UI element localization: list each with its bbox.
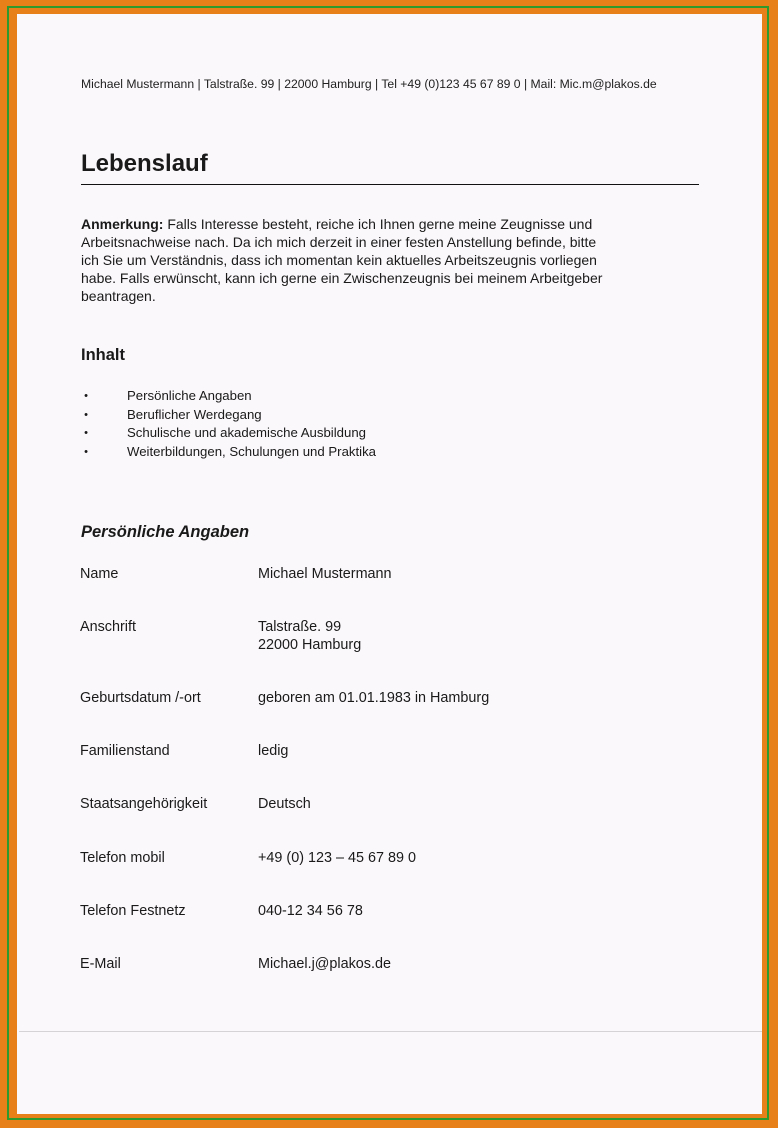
note-paragraph <box>81 215 681 305</box>
detail-label: Telefon mobil <box>80 850 165 866</box>
detail-label: Staatsangehörigkeit <box>80 796 208 812</box>
detail-label: Telefon Festnetz <box>80 903 186 919</box>
contents-item-label: Weiterbildungen, Schulungen und Praktika <box>127 443 377 459</box>
detail-value: Talstraße. 99 <box>258 619 342 635</box>
contents-item <box>81 387 376 406</box>
detail-value: Michael.j@plakos.de <box>258 956 391 972</box>
detail-label: Geburtsdatum /-ort <box>80 690 201 706</box>
title-divider <box>81 184 699 185</box>
note-line: Arbeitsnachweise nach. Da ich mich derzeit in einer festen Anstellung befinde, bitte <box>81 234 597 250</box>
contents-item <box>81 443 376 462</box>
footer-divider <box>19 1031 762 1032</box>
note-line: ich Sie um Verständnis, dass ich momentan kein aktuelles Arbeitszeugnis vorliegen <box>81 252 597 268</box>
bullet-icon: • <box>84 408 88 421</box>
note-label: Anmerkung: <box>81 216 164 232</box>
detail-value: geboren am 01.01.1983 in Hamburg <box>258 690 490 706</box>
document-title: Lebenslauf <box>81 150 208 177</box>
detail-label: Anschrift <box>80 619 136 635</box>
contact-header: Michael Mustermann | Talstraße. 99 | 22000 Hamburg | Tel +49 (0)123 45 67 89 0 | Mail: Mic.m@plakos.de <box>81 77 657 91</box>
contents-heading: Inhalt <box>81 346 125 364</box>
note-line: beantragen. <box>81 288 156 304</box>
detail-value-line2: 22000 Hamburg <box>258 637 362 653</box>
document-page <box>17 14 762 1114</box>
note-line: habe. Falls erwünscht, kann ich gerne ein Zwischenzeugnis bei meinem Arbeitgeber <box>81 270 603 286</box>
contents-item-label: Persönliche Angaben <box>127 388 252 403</box>
personal-section-heading: Persönliche Angaben <box>81 523 250 541</box>
detail-value: Deutsch <box>258 796 311 812</box>
bullet-icon: • <box>84 445 88 458</box>
contents-item-label: Beruflicher Werdegang <box>127 406 262 422</box>
bullet-icon: • <box>84 390 88 402</box>
detail-label: E-Mail <box>80 956 121 972</box>
contents-item <box>81 424 376 443</box>
note-line: Falls Interesse besteht, reiche ich Ihnen gerne meine Zeugnisse und <box>167 216 593 232</box>
bullet-icon: • <box>84 427 88 440</box>
detail-label: Familienstand <box>80 743 170 759</box>
detail-label: Name <box>80 566 119 582</box>
detail-value: +49 (0) 123 – 45 67 89 0 <box>258 850 417 866</box>
detail-value: Michael Mustermann <box>258 566 392 582</box>
contents-item-label: Schulische und akademische Ausbildung <box>127 425 366 441</box>
detail-value: ledig <box>258 743 289 759</box>
contents-item <box>81 406 376 425</box>
detail-value: 040-12 34 56 78 <box>258 903 363 919</box>
contents-list <box>81 387 376 461</box>
